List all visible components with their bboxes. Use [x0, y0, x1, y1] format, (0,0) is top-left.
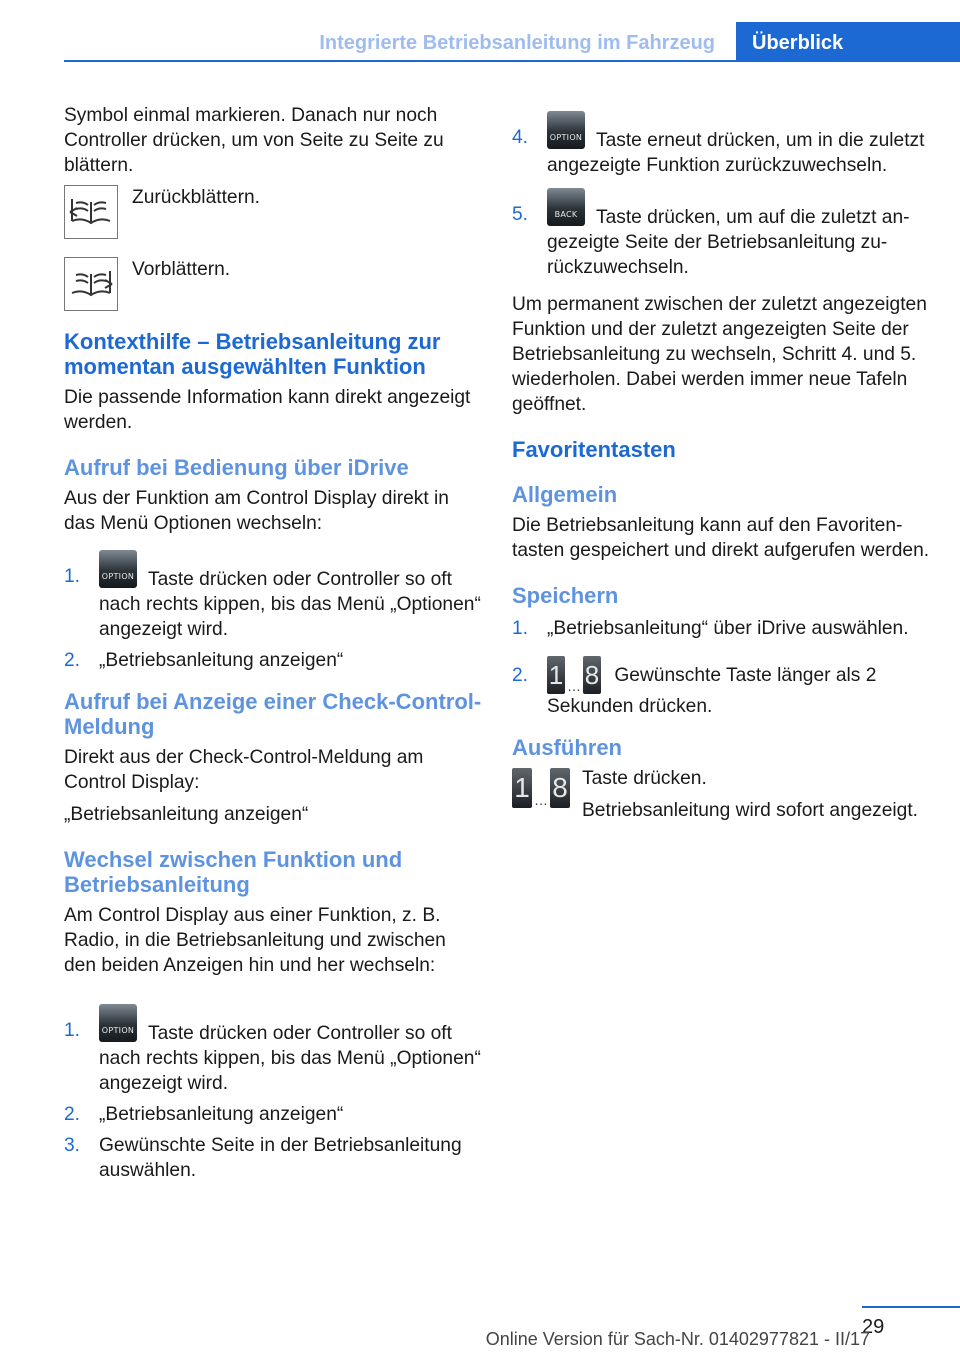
- step-text: „Betriebsanleitung anzeigen“: [99, 650, 344, 671]
- step-text: „Betriebsanleitung anzeigen“: [99, 1104, 344, 1125]
- right-column: [512, 103, 932, 830]
- step-text: Gewünschte Taste länger als 2 Sekunden drücken.: [547, 665, 877, 717]
- option-button-icon: OPTION: [547, 111, 585, 149]
- step-number: 4.: [512, 127, 529, 148]
- heading-execute: Ausführen: [512, 735, 622, 760]
- heading-general: Allgemein: [512, 482, 618, 507]
- execute-paragraph-1: Taste drücken.: [582, 768, 707, 789]
- list-item: [512, 616, 932, 641]
- intro-paragraph: Symbol einmal markieren. Danach nur noch Controller drücken, um von Seite zu Seite zu blättern.: [64, 105, 444, 176]
- step-number: 1.: [64, 1020, 81, 1041]
- heading-save: Speichern: [512, 583, 619, 608]
- idrive-paragraph: Aus der Funktion am Control Display direkt in das Menü Optionen wechseln:: [64, 488, 449, 534]
- header-chapter-tab: Überblick: [736, 22, 960, 62]
- step-number: 3.: [64, 1135, 81, 1156]
- step-text: „Betriebsanleitung“ über iDrive auswählen.: [547, 618, 909, 639]
- step-text: Taste drücken, um auf die zuletzt angezeigte Seite der Betriebsanleitung zurückzuwechseln.: [547, 207, 910, 278]
- heading-favorites: Favoritentasten: [512, 437, 676, 462]
- step-text: Taste erneut drücken, um in die zuletzt angezeigte Funktion zurückzuwechseln.: [547, 130, 925, 176]
- return-steps: [512, 125, 932, 280]
- page-back-icon: [64, 185, 118, 239]
- step-text: Taste drücken oder Controller so oft nach rechts kippen, bis das Menü „Optionen“ angezeigt wird.: [99, 1023, 481, 1094]
- switch-steps: [64, 1018, 482, 1183]
- option-button-icon: OPTION: [99, 1004, 137, 1042]
- left-column: [64, 103, 482, 1195]
- step-number: 5.: [512, 204, 529, 225]
- footer-rule: [862, 1306, 960, 1308]
- header-section-title: Integrierte Betriebsanleitung im Fahrzeug: [319, 32, 715, 54]
- idrive-steps: [64, 564, 482, 673]
- switch-paragraph: Am Control Display aus einer Funktion, z. B. Radio, in die Betriebsanleitung und zwischen den beiden Anzeigen hin und her wechseln:: [64, 905, 446, 976]
- page-forward-label: Vorblättern.: [132, 259, 231, 280]
- list-item: [64, 1102, 482, 1127]
- context-paragraph: Die passende Information kann direkt angezeigt werden.: [64, 387, 471, 433]
- general-paragraph: Die Betriebsanleitung kann auf den Favoritentasten gespeichert und direkt aufgerufen werden.: [512, 515, 930, 561]
- page-back-row: [64, 185, 482, 239]
- list-item: [512, 202, 932, 280]
- permanent-paragraph: Um permanent zwischen der zuletzt angezeigten Funktion und der zuletzt angezeigten Seite der Betriebsanleitung zu wechseln, Schritt 4. und 5. wiederholen. Dabei werden immer neue Tafeln geöffnet.: [512, 294, 927, 415]
- list-item: [64, 648, 482, 673]
- back-button-icon: BACK: [547, 188, 585, 226]
- check-paragraph: Direkt aus der Check-Control-Meldung am Control Display:: [64, 747, 424, 793]
- step-text: Taste drücken oder Controller so oft nach rechts kippen, bis das Menü „Optionen“ angezeigt wird.: [99, 569, 481, 640]
- page-number: 29: [862, 1316, 885, 1338]
- list-item: [64, 564, 482, 642]
- execute-paragraph-2: Betriebsanleitung wird sofort angezeigt.: [582, 800, 918, 821]
- list-item: [64, 1018, 482, 1096]
- step-number: 2.: [64, 1104, 81, 1125]
- execute-block: [512, 766, 932, 823]
- check-paragraph-2: „Betriebsanleitung anzeigen“: [64, 804, 309, 825]
- footer-version: Online Version für Sach-Nr. 01402977821 - II/17: [485, 1329, 870, 1349]
- option-button-icon: OPTION: [99, 550, 137, 588]
- page-back-label: Zurückblättern.: [132, 187, 260, 208]
- list-item: [512, 660, 932, 719]
- step-text: Gewünschte Seite in der Betriebsanleitung auswählen.: [99, 1135, 462, 1181]
- heading-context-help: Kontexthilfe – Betriebsanleitung zur momentan ausgewählten Funktion: [64, 329, 441, 379]
- heading-check-control: Aufruf bei Anzeige einer Check-Control-Meldung: [64, 689, 482, 739]
- step-number: 2.: [512, 665, 529, 686]
- save-steps: [512, 616, 932, 719]
- step-number: 1.: [512, 618, 529, 639]
- favorite-keys-icon: 1 … 8: [512, 768, 570, 808]
- header-rule: [64, 60, 960, 62]
- heading-switch: Wechsel zwischen Funktion und Betriebsanleitung: [64, 847, 403, 897]
- page-forward-row: [64, 257, 482, 311]
- step-number: 1.: [64, 566, 81, 587]
- heading-idrive: Aufruf bei Bedienung über iDrive: [64, 455, 409, 480]
- list-item: [512, 125, 932, 178]
- page-forward-icon: [64, 257, 118, 311]
- favorite-keys-icon: 1 … 8: [547, 656, 601, 694]
- step-number: 2.: [64, 650, 81, 671]
- list-item: [64, 1133, 482, 1183]
